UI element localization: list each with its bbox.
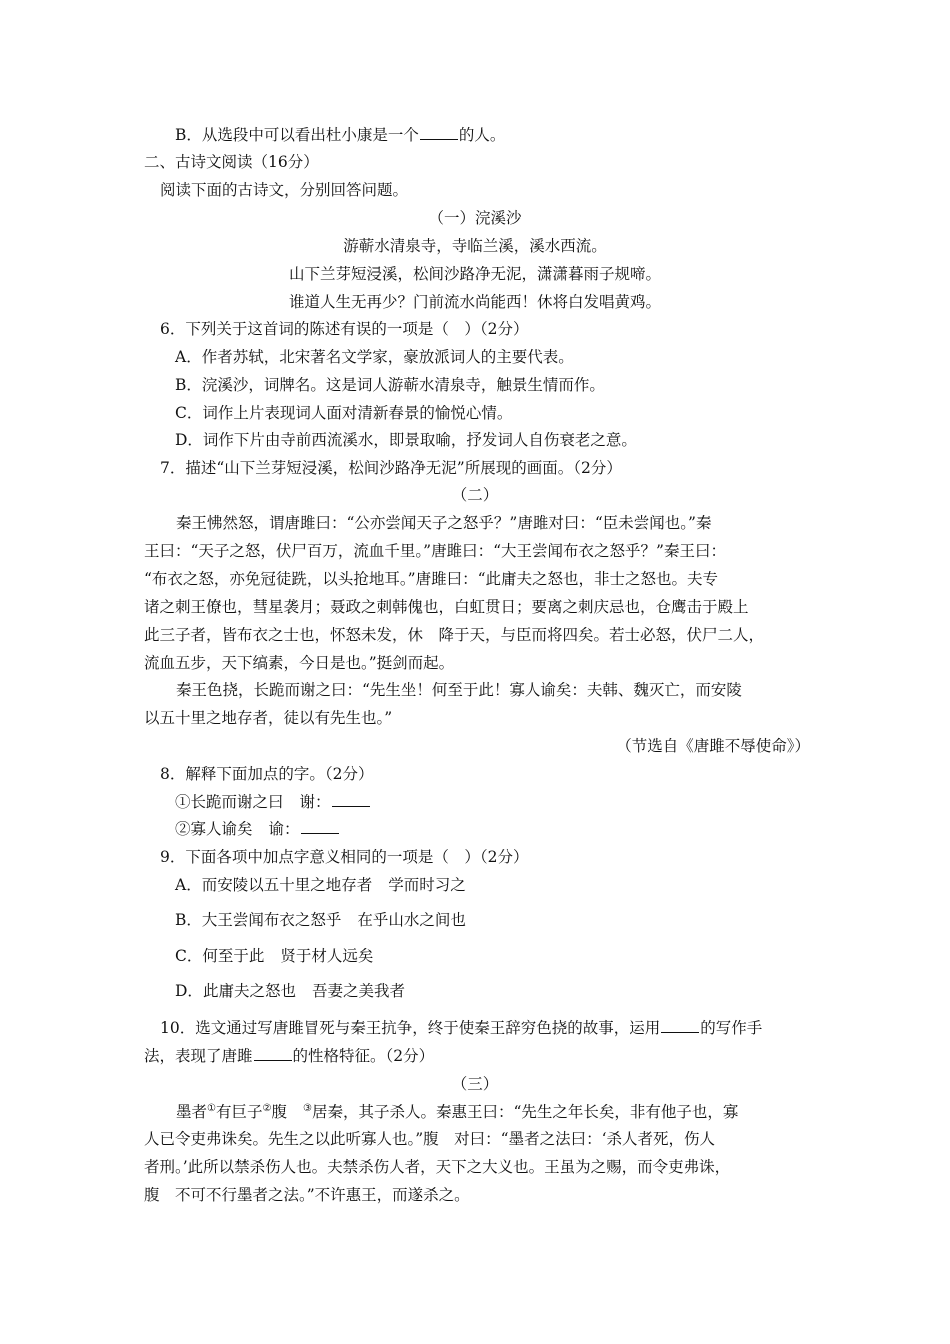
q7-stem: 7．描述“山下兰芽短浸溪，松间沙路净无泥”所展现的画面。（2分） <box>160 459 622 477</box>
q9-option <box>175 945 373 967</box>
answer-blank[interactable] <box>332 792 370 807</box>
q9-option <box>175 909 466 931</box>
item-text: 寡人谕矣 <box>190 820 253 838</box>
q10-text: 10．选文通过写唐雎冒死与秦王抗争，终于使秦王辞穷色挠的故事，运用 <box>160 1019 661 1037</box>
option-phrase: 在乎山水之间也 <box>357 911 466 929</box>
q10-text: 的性格特征。（2分） <box>292 1047 435 1065</box>
poem-line: 游蕲水清泉寺，寺临兰溪，溪水西流。 <box>343 237 607 255</box>
poem-line: 谁道人生无再少？门前流水尚能西！休将白发唱黄鸡。 <box>288 293 661 311</box>
prose2-line: 此三子者，皆布衣之士也，怀怒未发，休 降于天，与臣而将四矣。若士必怒，伏尸二人， <box>144 626 765 644</box>
option-phrase: 大王尝闻布衣之怒乎 <box>201 911 342 929</box>
section-heading: 二、古诗文阅读（16分） <box>144 153 319 171</box>
prose2-line: 以五十里之地存者，徒以有先生也。” <box>144 709 393 727</box>
poem-line: 山下兰芽短浸溪，松间沙路净无泥，潇潇暮雨子规啼。 <box>288 265 661 283</box>
answer-blank[interactable] <box>420 125 458 140</box>
option-label: D． <box>175 982 203 1000</box>
item-number: ① <box>175 793 191 811</box>
answer-blank[interactable] <box>254 1046 292 1061</box>
footnote-mark: ① <box>207 1102 216 1114</box>
q10-text: 法，表现了唐雎 <box>144 1047 253 1065</box>
option-phrase: 何至于此 <box>202 947 265 965</box>
section-instruction: 阅读下面的古诗文，分别回答问题。 <box>160 181 409 199</box>
answer-blank[interactable] <box>661 1018 699 1033</box>
prose2-source: （节选自《唐雎不辱使命》） <box>616 737 810 755</box>
footnote-mark: ③ <box>302 1102 312 1114</box>
prose3-line: 人已令吏弗诛矣。先生之以此听寡人也。”腹 对曰：“墨者之法曰：‘杀人者死，伤人 <box>144 1130 716 1148</box>
q5b-text: B．从选段中可以看出杜小康是一个 <box>175 126 419 144</box>
q10-text: 的写作手 <box>700 1019 763 1037</box>
prose3-text: 腹 <box>271 1103 287 1121</box>
option-label: A． <box>175 876 202 894</box>
option-phrase: 吾妻之美我者 <box>311 982 405 1000</box>
prose3-line: 腹 不可不行墨者之法。”不许惠王，而遂杀之。 <box>144 1186 470 1204</box>
prose2-title: （二） <box>451 486 499 504</box>
option-phrase: 而安陵以五十里之地存者 <box>201 876 373 894</box>
option-label: B． <box>175 911 202 929</box>
prose3-text: 有巨子 <box>215 1103 263 1121</box>
q8-item <box>175 791 371 813</box>
footnote-mark: ② <box>262 1102 272 1114</box>
q6-option: D．词作下片由寺前西流溪水，即景取喻，抒发词人自伤衰老之意。 <box>175 431 637 449</box>
prose2-line: 王曰：“天子之怒，伏尸百万，流血千里。”唐雎曰：“大王尝闻布衣之怒乎？”秦王曰： <box>144 542 726 560</box>
q8-item <box>175 818 340 840</box>
q6-stem: 6．下列关于这首词的陈述有误的一项是（ ）（2分） <box>160 320 529 338</box>
prose2-line: 秦王怫然怒，谓唐雎曰：“公亦尝闻天子之怒乎？”唐雎对曰：“臣未尝闻也。”秦 <box>176 514 712 532</box>
q5-option-b <box>175 124 505 146</box>
option-phrase: 学而时习之 <box>388 876 466 894</box>
option-label: C． <box>175 947 203 965</box>
q6-option: A．作者苏轼，北宋著名文学家，豪放派词人的主要代表。 <box>175 348 574 366</box>
q6-option: B．浣溪沙，词牌名。这是词人游蕲水清泉寺，触景生情而作。 <box>175 376 605 394</box>
q9-option <box>175 980 405 1002</box>
q10-line1 <box>160 1017 762 1039</box>
q8-stem: 8．解释下面加点的字。（2分） <box>160 765 374 783</box>
prose2-line: “布衣之怒，亦免冠徒跣，以头抢地耳。”唐雎曰：“此庸夫之怒也，非士之怒也。夫专 <box>144 570 719 588</box>
prose3-title: （三） <box>451 1075 499 1093</box>
q9-option <box>175 874 466 896</box>
item-char: 谢： <box>299 793 331 811</box>
item-text: 长跪而谢之曰 <box>190 793 284 811</box>
prose3-text: 居秦，其子杀人。秦惠王曰：“先生之年长矣，非有他子也，寡 <box>311 1103 739 1121</box>
q10-line2 <box>144 1045 434 1067</box>
prose2-line: 流血五步，天下缟素，今日是也。”挺剑而起。 <box>144 654 455 672</box>
option-phrase: 贤于材人远矣 <box>280 947 374 965</box>
prose2-line: 诸之刺王僚也，彗星袭月；聂政之刺韩傀也，白虹贯日；要离之刺庆忌也，仓鹰击于殿上 <box>144 598 749 616</box>
poem-title: （一）浣溪沙 <box>428 209 522 227</box>
q9-stem: 9．下面各项中加点字意义相同的一项是（ ）（2分） <box>160 848 529 866</box>
prose3-text: 墨者 <box>176 1103 208 1121</box>
q6-option: C．词作上片表现词人面对清新春景的愉悦心情。 <box>175 404 513 422</box>
item-char: 谕： <box>268 820 300 838</box>
answer-blank[interactable] <box>301 819 339 834</box>
prose3-line: 者刑。’此所以禁杀伤人也。夫禁杀伤人者，天下之大义也。王虽为之赐，而令吏弗诛， <box>144 1158 731 1176</box>
q5b-tail: 的人。 <box>458 126 506 144</box>
prose3-line <box>176 1101 738 1123</box>
item-number: ② <box>175 820 191 838</box>
prose2-line: 秦王色挠，长跪而谢之曰：“先生坐！何至于此！寡人谕矣：夫韩、魏灭亡，而安陵 <box>176 681 742 699</box>
option-phrase: 此庸夫之怒也 <box>202 982 296 1000</box>
